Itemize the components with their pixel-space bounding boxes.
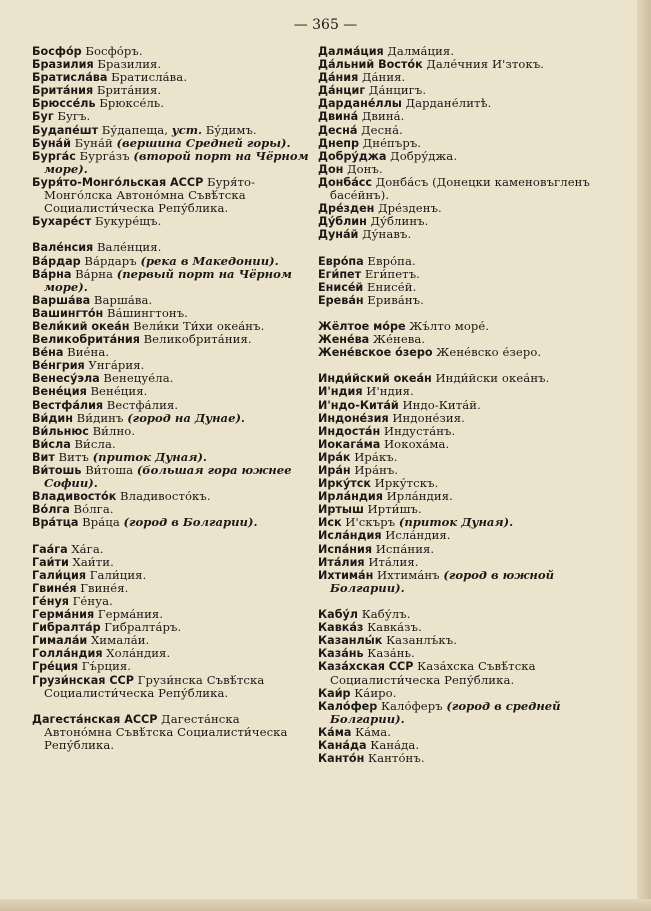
headword: Канто́н [318,752,365,766]
dictionary-entry [318,660,623,686]
dictionary-entry [318,700,623,726]
headword: Вене́ция [32,385,87,399]
translation: Ка́иро. [354,685,397,700]
right-column [318,45,623,765]
translation: Жене́вско е́зеро. [436,345,542,360]
headword: Буг [32,110,54,124]
dictionary-entry [318,281,623,294]
page-edge-bottom [0,899,651,911]
dictionary-entry [32,464,311,490]
headword: Донба́сс [318,175,373,189]
dictionary-entry [318,294,623,307]
headword: Инди́йский океа́н [318,372,432,386]
dictionary-entry [318,464,623,477]
dictionary-entry [318,255,623,268]
gloss: (город на Дунае). [127,410,245,425]
headword: Ви́дин [32,411,73,425]
headword: Ихтима́н [318,568,374,582]
headword: Гибралта́р [32,621,101,635]
headword: Каза́хская ССР [318,660,414,674]
translation: Унга́рия. [88,358,145,373]
translation: Варша́ва. [93,292,153,307]
headword: Дон [318,162,344,176]
headword: Герма́ния [32,608,95,622]
headword: Иск [318,516,342,530]
headword: Иртыш [318,503,364,517]
translation: Инди́йски океа́нъ. [435,371,550,386]
gloss: (река в Македонии). [140,253,279,268]
headword: Дре́зден [318,202,375,216]
translation: Дале́чния И'зтокъ. [426,57,545,72]
headword: Да́нциг [318,84,366,98]
translation: Дардане́литѣ. [405,96,492,111]
dictionary-entry [32,84,311,97]
translation: Енисе́й. [366,279,417,294]
headword: Вели́кий океа́н [32,319,130,333]
dictionary-entry [318,268,623,281]
headword: Брюссе́ль [32,97,96,111]
dictionary-entry [32,674,311,700]
translation: Витъ [58,449,89,464]
headword: Ира́н [318,464,351,477]
headword: Казанлы́к [318,634,383,648]
translation: Казанлъ́къ. [386,633,457,648]
headword: Дагеста́нская АССР [32,712,158,726]
gloss: (приток Дуная). [398,515,514,530]
translation: Ду́блинъ. [370,214,429,229]
headword: Бурга́с [32,149,76,163]
headword: Братисла́ва [32,71,108,85]
dictionary-entry [318,477,623,490]
translation: Гъ́рция. [81,659,132,674]
gloss: (первый порт на Чёрном море). [44,266,292,294]
headword: Далма́ция [318,45,384,58]
headword: Ду́блин [318,215,367,229]
translation: Ирти́шъ. [367,502,422,517]
headword: Иокага́ма [318,437,381,451]
translation: Ви́лно. [92,423,136,438]
translation: Индоне́зия. [392,410,465,425]
headword: Да́ния [318,71,359,85]
translation: Десна́. [361,122,403,137]
headword: Ирку́тск [318,477,371,491]
headword: Евро́па [318,254,364,268]
translation: Каза́хска Съвѣ́тска Социалисти́ческа Репу́блика. [330,659,536,687]
translation: Ира́нъ. [354,463,399,477]
headword: Варша́ва [32,293,91,307]
dictionary-entry [318,425,623,438]
translation: Братисла́ва. [111,70,188,85]
headword: Испа́ния [318,542,373,556]
translation: Ерива́нъ. [367,292,424,307]
translation: Бразилия. [97,57,162,72]
translation: Ва́рдаръ [84,253,137,268]
dictionary-entry [32,713,311,752]
dictionary-entry [318,569,623,595]
headword: Ира́к [318,450,351,464]
headword: Исла́ндия [318,529,382,543]
translation: И'скъръ [345,515,396,530]
headword: Дуна́й [318,228,359,242]
headword: Кана́да [318,738,367,752]
gloss: (город в южной Болгарии). [330,567,555,595]
headword: Брита́ния [32,84,94,98]
translation: Кабу́лъ. [361,607,411,622]
headword: Кавка́з [318,621,364,635]
translation: Дагеста́нска Автоно́мна Съвѣ́тска Социалисти́ческа Репу́блика. [44,711,288,752]
headword: Вашингто́н [32,306,104,320]
translation: Босфо́ръ. [85,44,143,58]
dictionary-entry [318,516,623,529]
translation: Гвине́я. [80,580,129,595]
headword: Индоста́н [318,424,381,438]
headword: Днепр [318,136,360,150]
page-edge-right [637,0,651,911]
translation: Донъ. [347,161,383,176]
dictionary-entry [32,176,311,215]
headword: Дардане́ллы [318,97,402,111]
headword: Каза́нь [318,647,364,661]
dictionary-entry [32,215,311,228]
gloss: (город в Болгарии). [123,515,258,530]
section-gap [32,228,311,241]
translation: Исла́ндия. [385,528,451,543]
dictionary-entry [318,176,623,202]
dictionary-entry [318,137,623,150]
headword: Гаа́га [32,542,68,556]
translation: Ва́шингтонъ. [106,305,188,320]
translation: Хаи́ти. [72,554,114,569]
headword: Ва́рна [32,267,72,281]
translation: Гали́ция. [89,567,147,582]
dictionary-entry [32,412,311,425]
gloss: (второй порт на Чёрном море). [44,148,309,176]
headword: Ви́тошь [32,464,82,477]
headword: Будапе́шт [32,123,99,137]
headword: Бразилия [32,58,94,72]
translation: Хола́ндия. [106,646,171,661]
translation: Ду́навъ. [362,227,412,242]
translation: Ва́рна [75,266,114,281]
translation: Иокоха́ма. [383,436,450,451]
translation: Бу́дапеща, [101,122,169,137]
page-number: — 365 — [293,17,358,33]
dictionary-entry [32,150,311,176]
headword: Ве́на [32,346,64,360]
translation: Бугъ. [57,109,91,124]
translation: Каза́нь. [367,646,415,661]
translation: Кавка́зъ. [367,620,422,635]
dictionary-entry [32,647,311,660]
translation: Добру́джа. [390,148,458,163]
translation: Жъ́лто море́. [409,318,490,333]
headword: И'ндия [318,385,363,399]
translation: Ха́га. [71,541,104,556]
translation: Дне́пъръ. [362,135,422,150]
headword: Венесу́эла [32,372,100,386]
translation: Ге́нуа. [72,593,113,608]
translation-alt: Бу́димъ. [205,122,257,137]
headword: Гаи́ти [32,555,69,569]
translation: Ирку́тскъ. [374,476,439,491]
translation: Ка́ма. [355,724,392,739]
left-column [32,45,311,752]
headword: Ирла́ндия [318,490,383,504]
translation: Далма́ция. [387,44,455,58]
dictionary-entry [318,228,623,241]
gloss: (приток Дуная). [92,449,207,464]
dictionary-entry [318,543,623,556]
headword: Ита́лия [318,555,365,569]
translation: Ихтима́нъ [377,567,440,582]
headword: Гали́ция [32,568,87,582]
headword: Кало́фер [318,699,378,713]
translation: Брюксе́ль. [99,96,165,111]
dictionary-entry [32,634,311,647]
headword: Жёлтое мо́ре [318,319,406,333]
headword: Ва́рдар [32,254,81,268]
dictionary-entry [318,320,623,333]
dictionary-entry [32,621,311,634]
translation: Владивосто́къ. [120,489,211,504]
headword: Кабу́л [318,608,358,622]
translation: Вене́ция. [90,384,148,399]
headword: Буря́то-Монго́льская АССР [32,175,204,189]
headword: Вале́нсия [32,241,94,255]
section-gap [318,241,623,254]
translation: Гибралта́ръ. [104,620,182,635]
headword: Да́льний Восто́к [318,58,423,72]
translation: Индуста́нъ. [383,423,456,438]
headword: Ка́ма [318,725,352,739]
translation: Да́ния. [361,70,406,85]
headword: И'ндо-Кита́й [318,398,399,412]
dictionary-entry [318,202,623,215]
dictionary-entry [32,595,311,608]
translation: Ирла́ндия. [386,489,453,504]
headword: Ерева́н [318,293,364,307]
translation: Канто́нъ. [368,751,425,766]
headword: Вра́тца [32,516,79,530]
headword: Жене́ва [318,333,370,347]
translation: Вели́ки Ти́хи океа́нъ. [133,318,265,333]
translation: Кана́да. [370,737,420,752]
dictionary-entry [318,621,623,634]
translation: Ви́тоша [85,463,134,477]
headword: Гимала́и [32,634,88,648]
headword: Еги́пет [318,267,362,281]
gloss: (большая гора южнее Софии). [44,463,292,491]
translation: Евро́па. [367,253,416,268]
translation: Во́лга. [73,502,114,517]
gloss: (город в средней Болгарии). [330,698,561,726]
dictionary-entry [32,71,311,84]
translation: Венецуе́ла. [103,371,174,386]
headword: Вит [32,450,55,464]
translation: Ита́лия. [368,554,419,569]
translation: Донба́съ (Донецки каменовъгленъ басе́йнъ). [330,174,590,203]
translation: И'ндия. [366,384,414,399]
translation: Ви́динъ [76,410,124,425]
dictionary-entry [318,529,623,542]
headword: Десна́ [318,123,358,137]
dictionary-entry [318,726,623,739]
translation: Вестфа́лия. [106,397,179,412]
translation: Дре́зденъ. [378,201,442,216]
dictionary-entry [32,346,311,359]
translation: Испа́ния. [375,541,435,556]
translation: Букуре́щъ. [95,214,162,229]
translation: Буря́то-Монго́лска Автоно́мна Съвѣ́тска Социалисти́ческа Репу́блика. [44,174,256,216]
translation: Бурга́зъ [79,148,130,163]
headword: Грузи́нская ССР [32,673,134,687]
translation: Да́нцигъ. [368,83,427,98]
dictionary-entry [32,372,311,385]
headword: Ве́нгрия [32,359,85,373]
translation: Буна́й [74,135,113,150]
headword: Гре́ция [32,660,79,674]
translation: Двина́. [361,109,405,124]
dictionary-entry [32,556,311,569]
dictionary-entry [32,516,311,529]
headword: Ге́нуя [32,594,69,608]
dictionary-entry [318,412,623,425]
headword: Голла́ндия [32,647,103,661]
translation: Ира́къ. [354,449,398,464]
translation: Вале́нция. [96,240,162,255]
translation: Великобрита́ния. [143,332,252,347]
headword: Босфо́р [32,45,82,58]
translation: Брита́ния. [96,83,162,98]
headword: Каи́р [318,686,351,700]
headword: Жене́вское о́зеро [318,346,433,360]
headword: Ви́льнюс [32,424,89,438]
translation: Герма́ния. [97,607,164,622]
dictionary-entry [318,752,623,765]
headword: Вестфа́лия [32,398,104,412]
headword: Добру́джа [318,149,387,163]
headword: Двина́ [318,110,359,124]
dictionary-entry [32,569,311,582]
dictionary-entry [318,399,623,412]
headword: Индоне́зия [318,411,389,425]
headword: Гвине́я [32,581,77,595]
headword: Бухаре́ст [32,215,92,229]
headword: Во́лга [32,503,70,517]
translation: Вие́на. [67,345,110,360]
dictionary-entry [318,71,623,84]
translation: Вра́ца [82,515,120,530]
gloss: уст. [171,122,203,137]
translation: Химала́и. [90,633,150,648]
headword: Буна́й [32,136,71,150]
dictionary-entry [32,45,311,58]
headword: Енисе́й [318,280,364,294]
dictionary-entry [32,268,311,294]
dictionary-entry [318,346,623,359]
headword: Ви́сла [32,437,71,451]
translation: Еги́петъ. [364,266,420,281]
headword: Владивосто́к [32,490,117,504]
gloss: (вершина Средней горы). [116,135,291,150]
translation: Кало́феръ [380,698,443,713]
translation: Же́нева. [372,332,426,347]
translation: Грузи́нска Съвѣ́тска Социалисти́ческа Репу́блика. [44,672,265,700]
translation: Индо-Кита́й. [402,397,481,412]
headword: Великобрита́ния [32,333,140,347]
translation: Ви́сла. [74,436,116,451]
